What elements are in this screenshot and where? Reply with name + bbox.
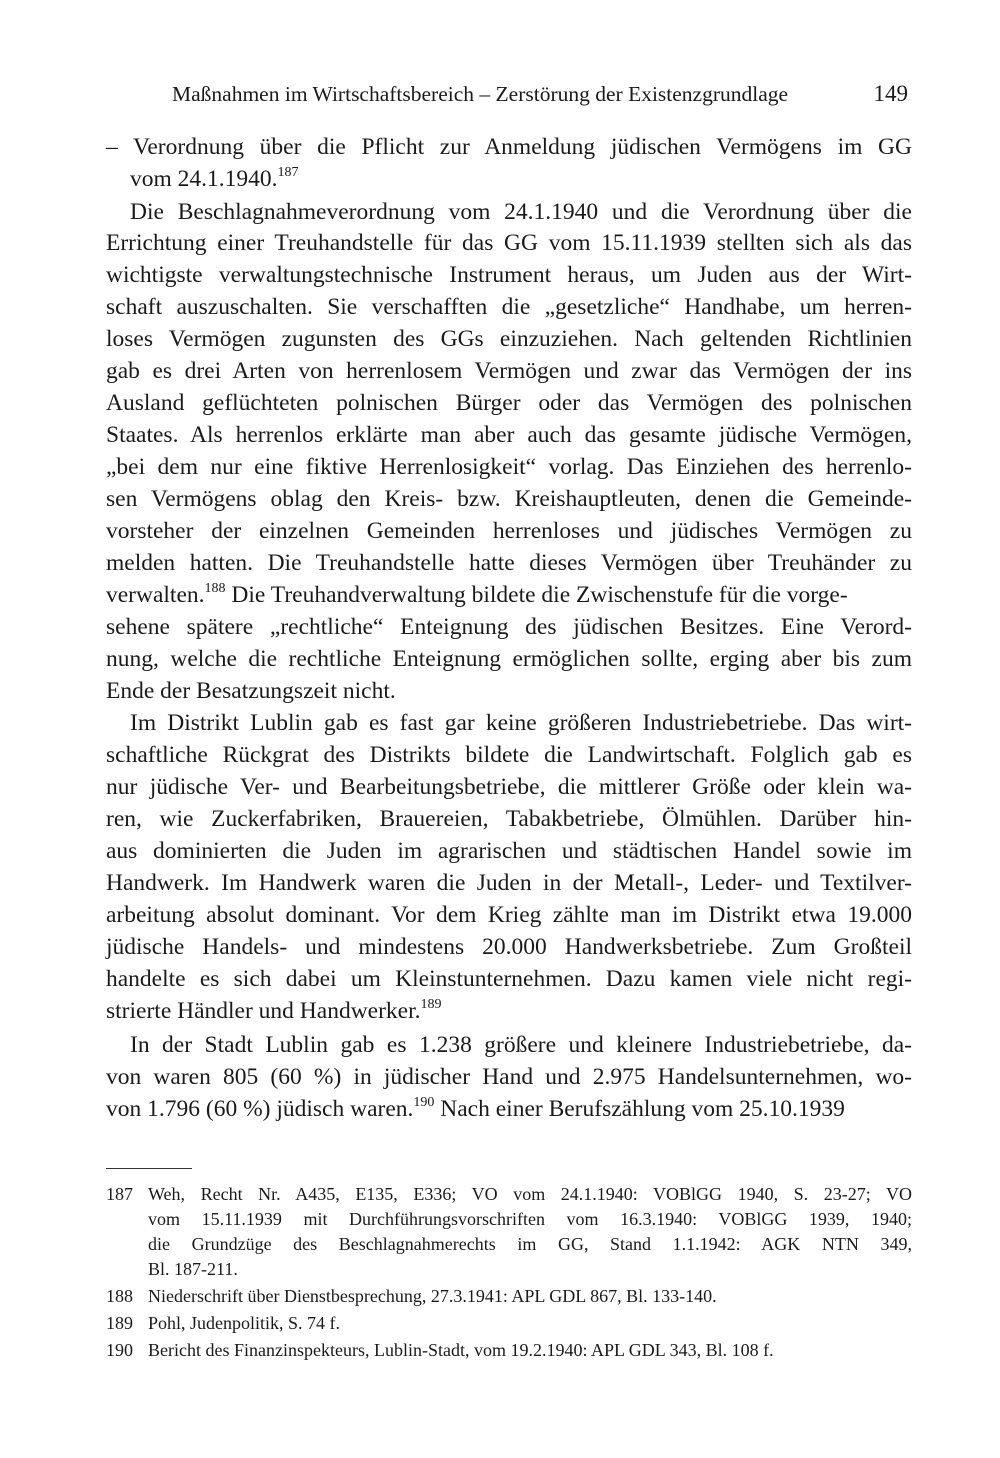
text-line: Die Beschlagnahmeverordnung vom 24.1.1940 und die Verordnung über die (130, 199, 912, 225)
text-line: Handwerk. Im Handwerk waren die Juden in der Metall-, Leder- und Textilver- (106, 870, 912, 896)
text-line: melden hatten. Die Treuhandstelle hatte dieses Vermögen über Treuhänder zu (106, 550, 912, 576)
footnote-text: Bl. 187-211. (148, 1259, 238, 1279)
footnote-text: Weh, Recht Nr. A435, E135, E336; VO vom 24.1.1940: VOBlGG 1940, S. 23-27; VO (148, 1184, 912, 1204)
footnote-187-cont (106, 1257, 912, 1281)
header-title: Maßnahmen im Wirtschaftsbereich – Zerstörung der Existenzgrundlage (172, 82, 789, 106)
text-line: „bei dem nur eine fiktive Herrenlosigkeit“ vorlag. Das Einziehen des herrenlo- (106, 454, 912, 480)
running-header (172, 76, 908, 112)
footnote-187 (106, 1182, 912, 1206)
footnote-189 (106, 1311, 912, 1335)
text-line: aus dominierten die Juden im agrarischen und städtischen Handel sowie im (106, 838, 912, 864)
text-line: Ende der Besatzungszeit nicht. (106, 678, 396, 704)
footnote-text: vom 15.11.1939 mit Durchführungsvorschriften vom 16.3.1940: VOBlGG 1939, 1940; (148, 1209, 912, 1229)
text-line: verwalten.$^{188}$ Die Treuhandverwaltung bildete die Zwischenstufe für die vorge- (106, 581, 848, 608)
footnote-text: Pohl, Judenpolitik, S. 74 f. (148, 1313, 341, 1333)
footnote-number: 190 (106, 1340, 133, 1360)
text-line: Im Distrikt Lublin gab es fast gar keine größeren Industriebetriebe. Das wirt- (130, 710, 912, 736)
text-line: – Verordnung über die Pflicht zur Anmeldung jüdischen Vermögens im GG (106, 134, 912, 160)
text-line: gab es drei Arten von herrenlosem Vermögen und zwar das Vermögen der ins (106, 358, 912, 384)
text-line: von 1.796 (60 %) jüdisch waren.$^{190}$ Nach einer Berufszählung vom 25.10.1939 (106, 1095, 845, 1122)
text-line: vom 24.1.1940.$^{187}$ (130, 165, 299, 192)
text-line: vorsteher der einzelnen Gemeinden herrenloses und jüdisches Vermögen zu (106, 518, 912, 544)
text-line: von waren 805 (60 %) in jüdischer Hand und 2.975 Handelsunternehmen, wo- (106, 1064, 912, 1090)
footnote-ref[interactable]: 190 (413, 1095, 435, 1110)
footnote-187-cont (106, 1207, 912, 1231)
footnote-ref[interactable]: 188 (204, 581, 226, 596)
footnote-number: 188 (106, 1286, 133, 1306)
footnote-ref[interactable]: 187 (277, 165, 299, 180)
footnote-187-cont (106, 1232, 912, 1256)
footnote-188 (106, 1284, 912, 1308)
text-line: jüdische Handels- und mindestens 20.000 Handwerksbetriebe. Zum Großteil (106, 934, 912, 960)
text-line: sehene spätere „rechtliche“ Enteignung des jüdischen Besitzes. Eine Verord- (106, 614, 912, 640)
text-line: In der Stadt Lublin gab es 1.238 größere und kleinere Industriebetriebe, da- (130, 1032, 912, 1058)
text-line: nung, welche die rechtliche Enteignung ermöglichen sollte, erging aber bis zum (106, 646, 912, 672)
text-line: ren, wie Zuckerfabriken, Brauereien, Tabakbetriebe, Ölmühlen. Darüber hin- (106, 806, 912, 832)
text-line: nur jüdische Ver- und Bearbeitungsbetriebe, die mittlerer Größe oder klein wa- (106, 774, 912, 800)
footnote-190 (106, 1338, 912, 1362)
text-line: strierte Händler und Handwerker.$^{189}$ (106, 997, 442, 1024)
text-line: Ausland geflüchteten polnischen Bürger oder das Vermögen des polnischen (106, 390, 912, 416)
text-line: Staates. Als herrenlos erklärte man aber auch das gesamte jüdische Vermögen, (106, 422, 912, 448)
footnote-divider (106, 1168, 192, 1169)
footnote-text: Niederschrift über Dienstbesprechung, 27.3.1941: APL GDL 867, Bl. 133-140. (148, 1286, 717, 1306)
footnote-number: 189 (106, 1313, 133, 1333)
footnote-text: Bericht des Finanzinspekteurs, Lublin-Stadt, vom 19.2.1940: APL GDL 343, Bl. 108 f. (148, 1340, 774, 1360)
text-line: arbeitung absolut dominant. Vor dem Krieg zählte man im Distrikt etwa 19.000 (106, 902, 912, 928)
text-line: schaft auszuschalten. Sie verschafften die „gesetzliche“ Handhabe, um herren- (106, 294, 912, 320)
text-line: handelte es sich dabei um Kleinstunternehmen. Dazu kamen viele nicht regi- (106, 966, 912, 992)
footnote-text: die Grundzüge des Beschlagnahmerechts im GG, Stand 1.1.1942: AGK NTN 349, (148, 1234, 912, 1254)
footnote-number: 187 (106, 1184, 133, 1204)
page-number: 149 (873, 81, 908, 106)
footnote-ref[interactable]: 189 (420, 997, 442, 1012)
text-line: schaftliche Rückgrat des Distrikts bildete die Landwirtschaft. Folglich gab es (106, 742, 912, 768)
text-line: Errichtung einer Treuhandstelle für das GG vom 15.11.1939 stellten sich als das (106, 230, 912, 256)
text-line: sen Vermögens oblag den Kreis- bzw. Kreishauptleuten, denen die Gemeinde- (106, 486, 912, 512)
text-line: loses Vermögen zugunsten des GGs einzuziehen. Nach geltenden Richtlinien (106, 326, 912, 352)
text-line: wichtigste verwaltungstechnische Instrument heraus, um Juden aus der Wirt- (106, 262, 912, 288)
